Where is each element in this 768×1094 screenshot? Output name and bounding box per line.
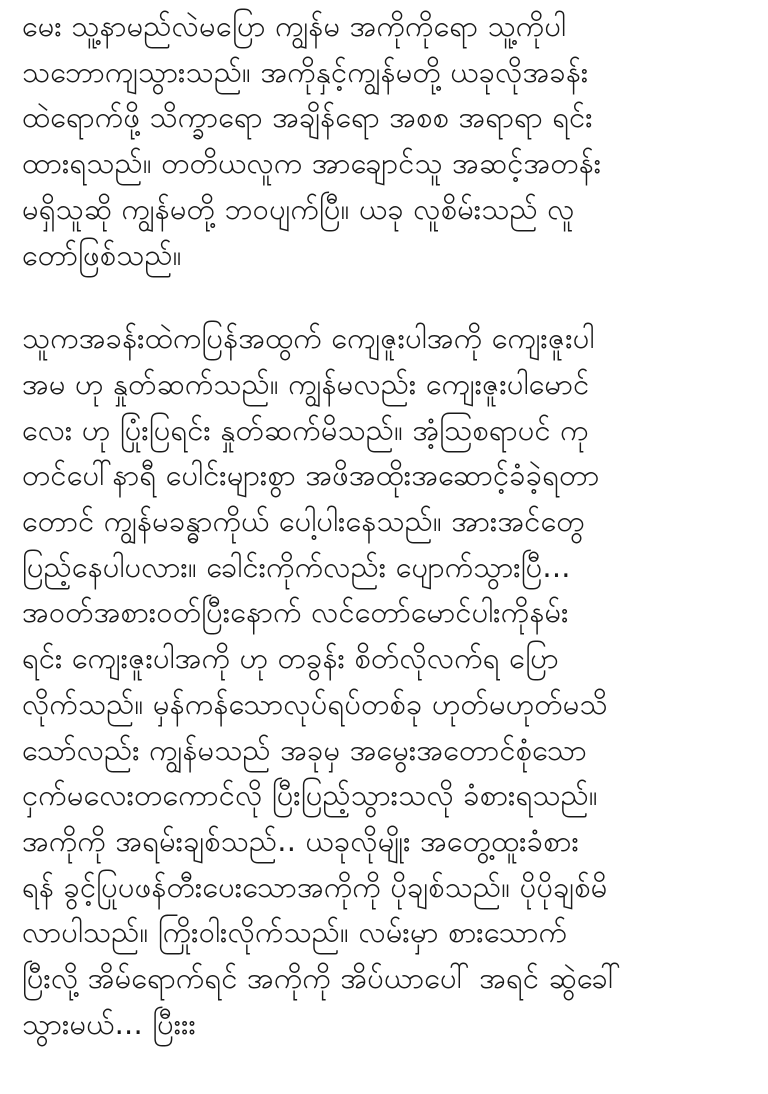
text-line: သဘောကျသွားသည်။ အကိုနှင့်ကျွန်မတို့ ယခုလိုအခန်း <box>22 54 589 89</box>
text-line: အမ ဟု နှုတ်ဆက်သည်။ ကျွန်မလည်း ကျေးဇူးပါမောင် <box>22 366 590 401</box>
text-line: အဝတ်အစားဝတ်ပြီးနောက် လင်တော်မောင်ပါးကိုနမ်း <box>22 595 569 630</box>
text-line: တင်ပေါ်နာရီ ပေါင်းများစွာ အဖိအထိုးအဆောင့်ခံခဲ့ရတာ <box>22 458 600 493</box>
text-line: အကိုကို အရမ်းချစ်သည်.. ယခုလိုမျိုး အတွေ့ထူးခံစား <box>22 823 580 858</box>
text-line: မရှိသူဆို ကျွန်မတို့ ဘဝပျက်ပြီ။ ယခု လူစိမ်းသည် လူ <box>22 191 575 226</box>
text-line: တော်ဖြစ်သည်။ <box>22 237 182 272</box>
paragraph-spacer <box>22 278 754 316</box>
text-line: တောင် ကျွန်မခန္ဓာကိုယ် ပေါ့ပါးနေသည်။ အားအင်တွေ <box>22 504 585 539</box>
text-line: သော်လည်း ကျွန်မသည် အခုမှ အမွေးအတောင်စုံသော <box>22 732 587 767</box>
paragraph-1 <box>22 4 754 278</box>
paragraph-2 <box>22 316 754 1047</box>
text-line: ရင်း ကျေးဇူးပါအကို ဟု တခွန်း စိတ်လိုလက်ရ ပြော <box>22 641 559 676</box>
text-line: ပြီးလို့ အိမ်ရောက်ရင် အကိုကို အိပ်ယာပေါ် အရင် ဆွဲခေါ် <box>22 961 622 996</box>
text-line: ပြည့်နေပါပလား။ ခေါင်းကိုက်လည်း ပျောက်သွားပြီ... <box>22 549 571 584</box>
text-line: လာပါသည်။ ကြိုးဝါးလိုက်သည်။ လမ်းမှာ စားသောက် <box>22 915 568 950</box>
text-line: မေး သူ့နာမည်လဲမပြော ကျွန်မ အကိုကိုရော သူ့ကိုပါ <box>22 9 567 43</box>
text-line: သွားမယ်... ပြီးးး <box>22 1006 197 1041</box>
text-line: လိုက်သည်။ မှန်ကန်သောလုပ်ရပ်တစ်ခု ဟုတ်မဟုတ်မသိ <box>22 686 608 721</box>
text-line: ထဲရောက်ဖို့ သိက္ခာရော အချိန်ရော အစစ အရာရာ ရင်း <box>22 100 593 135</box>
text-line: ထားရသည်။ တတိယလူက အာချောင်သူ အဆင့်အတန်း <box>22 146 602 181</box>
text-line: လေး ဟု ပြုံးပြရင်း နှုတ်ဆက်မိသည်။ အံ့သြစရာပင် ကု <box>22 412 589 447</box>
text-line: သူကအခန်းထဲကပြန်အထွက် ကျေဇူးပါအကို ကျေးဇူးပါ <box>22 321 595 356</box>
text-line: ငှက်မလေးတကောင်လို ပြီးပြည့်သွားသလို ခံစားရသည်။ <box>22 778 598 813</box>
text-line: ရန် ခွင့်ပြုပဖန်တီးပေးသောအကိုကို ပိုချစ်သည်။ ပိုပိုချစ်မိ <box>22 869 608 904</box>
